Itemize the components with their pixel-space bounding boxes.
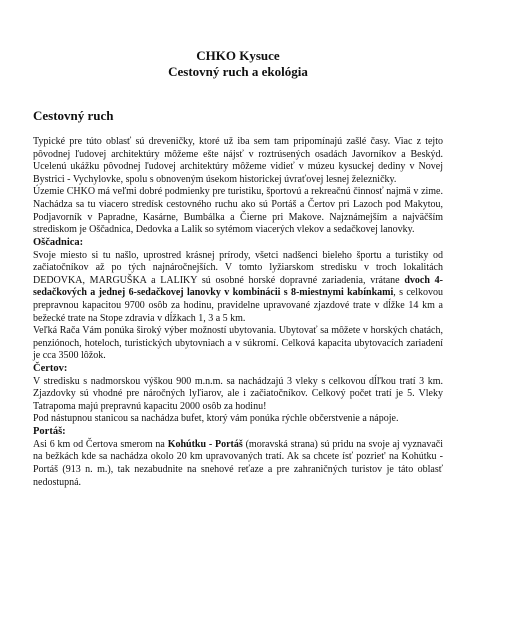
- intro-paragraph-2: Územie CHKO má veľmi dobré podmienky pre turistiku, športovú a rekreačnú činnosť najmä v zime. Nachádza sa tu viacero stredísk cestovného ruchu ako sú Portáš a Čertov pri Lazoch pod Makytou, Podjavorník v Papradne, Kasárne, Bumbálka a Čierne pri Makove. Najznámejším a najväčším strediskom je Oščadnica, Dedovka a Lalik so sytémom viacerých vlekov a sedačkovej lanovky.: [33, 186, 443, 236]
- title-line-2: Cestovný ruch a ekológia: [168, 64, 308, 79]
- oscadnica-paragraph-2: Veľká Rača Vám ponúka široký výber možností ubytovania. Ubytovať sa môžete v horských chatách, penziónoch, hoteloch, turistických ubytovniach a v súkromí. Celková kapacita ubytovacích zariadení je cca 3500 lôžok.: [33, 325, 443, 362]
- portas-text-a: Asi 6 km od Čertova smerom na: [33, 438, 168, 450]
- oscadnica-heading: Oščadnica:: [33, 236, 84, 248]
- certov-heading: Čertov:: [33, 362, 68, 374]
- certov-paragraph-2: Pod nástupnou stanicou sa nachádza bufet, ktorý vám ponúka rýchle občerstvenie a nápoje.: [33, 413, 399, 425]
- title-line-1: CHKO Kysuce: [196, 48, 280, 63]
- oscadnica-text-b: , s celkovou prepravnou kapacitou 9700 osôb za hodinu, pravidelne upravované zjazdové trate v dĺžke 14 km a bežecké trate na Stope zdravia v dĺžkach 1, 3 a 5 km.: [33, 287, 443, 324]
- portas-heading: Portáš:: [33, 426, 66, 438]
- portas-paragraph: [33, 439, 443, 489]
- oscadnica-lift-highlight: dvoch 4-sedačkových a jednej 6-sedačkovej lanovky v kombinácii s 8-miestnymi kabínkami: [33, 274, 443, 299]
- certov-paragraph-1: V stredisku s nadmorskou výškou 900 m.n.m. sa nachádzajú 3 vleky s celkovou dĺľkou tratí 3 km. Zjazdovky sú vhodné pre náročných lyľiarov, ale i začiatočníkov. Celkový počet tratí je 5. Vleky Tatrapoma majú prepravnú kapacitu 2000 osôb za hodinu!: [33, 375, 443, 412]
- document-body: [33, 136, 443, 489]
- portas-highlight: Kohútku - Portáš: [167, 438, 243, 450]
- intro-paragraph-1: Typické pre túto oblasť sú dreveničky, ktoré už iba sem tam pripomínajú zašlé časy. Viac z tejto pôvodnej ľudovej architektúry môžeme ešte nájsť v roztrúsených osadách Javorníkov a Beskýd. Ucelenú ukážku pôvodnej ľudovej architektúry môžeme vidieť v múzeu kysuckej dediny v Novej Bystrici - Vychylovke, spolu s obnoveným úsekom historickej úvraťovej lesnej železničky.: [33, 136, 443, 185]
- oscadnica-text-a: Svoje miesto si tu našlo, uprostred krásnej prírody, všetci nadšenci bieleho športu a turistiky od začiatočníkov až po tých najnáročnejších. V tomto lyžiarskom stredisku v troch lokalitách DEDOVKA, MARGUŠKA a LALIKY sú osobné horské dopravné zariadenia, vrátane: [33, 249, 443, 286]
- oscadnica-paragraph-1: [33, 250, 443, 326]
- portas-text-b: (moravská strana) sú pridu na svoje aj vyznavači na bežkách kde sa nachádza okolo 20 km upravovaných tratí. Ak sa chcete ísť pozriet' na Kohútku - Portáš (913 n. m.), tak nezabudnite na snehové reťaze a pre zahraničných turistov je táto oblasť nedostupná.: [33, 438, 444, 488]
- document-title: [33, 0, 443, 80]
- section-heading: Cestovný ruch: [33, 108, 114, 123]
